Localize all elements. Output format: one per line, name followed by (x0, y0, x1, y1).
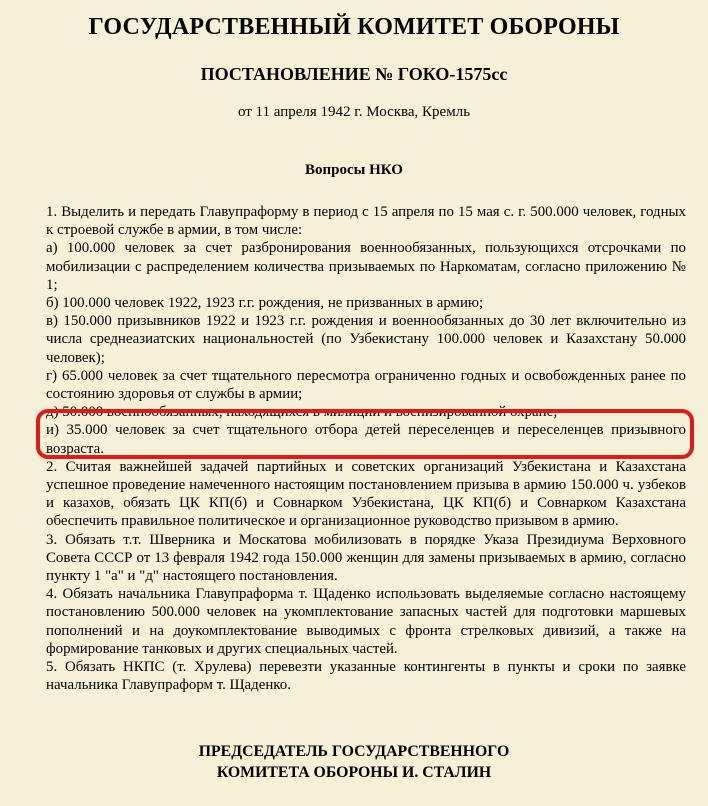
signature-line-2: КОМИТЕТА ОБОРОНЫ И. СТАЛИН (216, 764, 492, 781)
paragraph-1i-highlighted: и) 35.000 человек за счет тщательного отбора детей переселенцев и переселенцев призывного возраста. (46, 422, 686, 457)
paragraph-1d: д) 50.000 военнообязанных, находящихся в милиции и военизированной охране; (46, 404, 558, 421)
paragraph-1v: в) 150.000 призывников 1922 и 1923 г.г. рождения и военнообязанных до 30 лет включительно из числа среднеазиатских национальностей (по Узбекистану 100.000 человек и Казахстану 50.000 человек); (46, 313, 686, 366)
paragraph-3: 3. Обязать т.т. Шверника и Москатова мобилизовать в порядке Указа Президиума Верховного Совета СССР от 13 февраля 1942 года 150.000 женщин для замены призываемых в армию, согласно пункту 1 "а" и "д" настоящего постановления. (46, 531, 686, 585)
document-title: ГОСУДАРСТВЕННЫЙ КОМИТЕТ ОБОРОНЫ (88, 14, 620, 40)
paragraph-2: 2. Считая важнейшей задачей партийных и советских организаций Узбекистана и Казахстана успешное проведение намеченного настоящим постановлением призыва в армию 150.000 ч. узбеков и казахов, обязать ЦК КП(б) и Совнарком Узбекистана, ЦК КП(б) и Совнарком Казахстана обеспечить правильное политическое и организационное руководство призывом в армию. (46, 458, 686, 530)
section-title: Вопросы НКО (305, 162, 403, 178)
paragraph-1a: а) 100.000 человек за счет разбронирования военнообязанных, пользующихся отсрочками по мобилизации с распределением количества призываемых по Наркоматам, согласно приложению № 1; (46, 240, 686, 293)
resolution-date: от 11 апреля 1942 г. Москва, Кремль (237, 104, 471, 120)
signature-block (0, 741, 708, 783)
paragraph-1g: г) 65.000 человек за счет тщательного пересмотра ограниченно годных и освобожденных ранее по состоянию здоровья от службы в армии; (46, 367, 686, 403)
signature-line-1: ПРЕДСЕДАТЕЛЬ ГОСУДАРСТВЕННОГО (198, 743, 510, 760)
resolution-number: ПОСТАНОВЛЕНИЕ № ГОКО-1575сс (200, 64, 508, 84)
resolution-body (46, 203, 686, 694)
paragraph-1: 1. Выделить и передать Главупраформу в период с 15 апреля по 15 мая с. г. 500.000 человек, годных к строевой службе в армии, в том числе: (46, 204, 686, 239)
paragraph-4: 4. Обязать начальника Главупраформа т. Щаденко использовать выделяемые согласно настоящему постановлению 500.000 человек на укомплектование запасных частей для подготовки маршевых пополнений и на доукомплектование выводимых с фронта стрелковых дивизий, а также на формирование танковых и других специальных частей. (46, 586, 686, 657)
paragraph-5: 5. Обязать НКПС (т. Хрулева) перевезти указанные контингенты в пункты и сроки по заявке начальника Главупраформ т. Щаденко. (46, 659, 686, 694)
paragraph-1b: б) 100.000 человек 1922, 1923 г.г. рождения, не призванных в армию; (46, 295, 484, 312)
